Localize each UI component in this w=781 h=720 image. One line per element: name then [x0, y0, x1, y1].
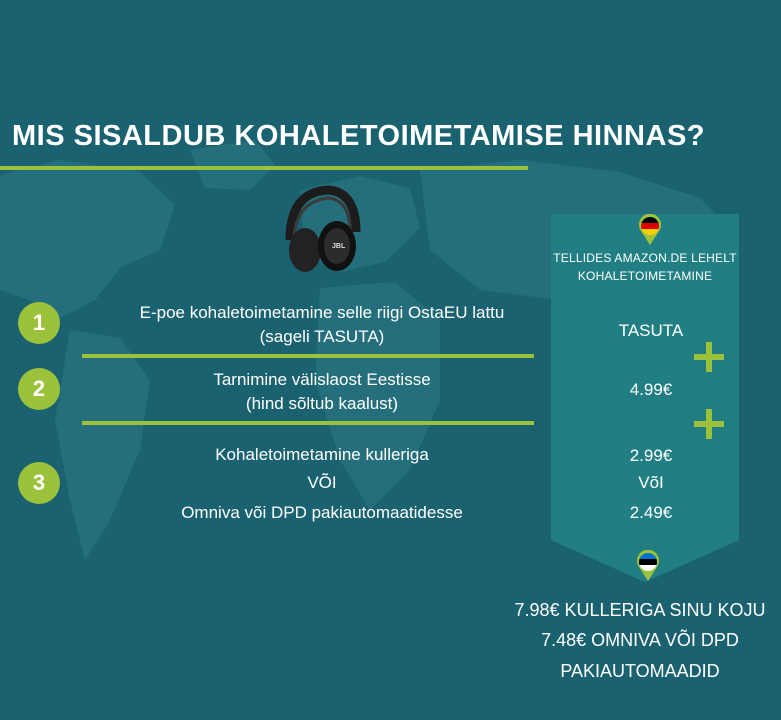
- step-3-or: VÕI: [307, 473, 337, 492]
- step-badge-1: 1: [18, 302, 60, 344]
- step-2-line2: (hind sõltub kaalust): [245, 394, 399, 413]
- panel-header-line1: TELLIDES AMAZON.DE LEHELT: [553, 251, 737, 265]
- step-1-line2: (sageli TASUTA): [259, 327, 385, 346]
- title-underline: [0, 166, 528, 170]
- step-badge-3: 3: [18, 462, 60, 504]
- step-badge-2: 2: [18, 368, 60, 410]
- step-2-line1: Tarnimine välislaost Eestisse: [213, 370, 431, 389]
- step-2-description: [82, 368, 562, 416]
- step-3-parcel-machine-price: 2.49€: [629, 503, 673, 522]
- panel-header-line2: KOHALETOIMETAMINE: [577, 269, 713, 283]
- step-2-price: 4.99€: [629, 380, 673, 399]
- step-divider: [82, 421, 534, 425]
- total-parcel-machine-suffix: PAKIAUTOMAADID: [560, 661, 720, 681]
- svg-text:JBL: JBL: [332, 243, 346, 250]
- panel-header: [551, 249, 739, 285]
- step-1-description: [82, 301, 562, 349]
- step-1-line1: E-poe kohaletoimetamine selle riigi OstaEU lattu: [139, 303, 505, 322]
- estonia-flag-pin-icon: [636, 550, 660, 582]
- total-parcel-machine: 7.48€ OMNIVA VÕI DPD: [541, 630, 739, 650]
- plus-icon: [694, 409, 724, 439]
- step-divider: [82, 354, 534, 358]
- germany-flag-pin-icon: [638, 214, 662, 246]
- page-title: MIS SISALDUB KOHALETOIMETAMISE HINNAS?: [12, 120, 705, 152]
- step-1-price: TASUTA: [618, 321, 684, 340]
- step-3-courier-price: 2.99€: [629, 446, 673, 465]
- map-north-america: [0, 160, 175, 318]
- plus-icon: [694, 342, 724, 372]
- step-3-price-or: VõI: [638, 473, 664, 492]
- headphones-icon: [280, 182, 362, 282]
- step-3-option-parcel-machine: Omniva või DPD pakiautomaatidesse: [181, 503, 463, 522]
- step-3-option-courier: Kohaletoimetamine kulleriga: [215, 445, 429, 464]
- total-courier: 7.98€ KULLERIGA SINU KOJU: [514, 600, 766, 620]
